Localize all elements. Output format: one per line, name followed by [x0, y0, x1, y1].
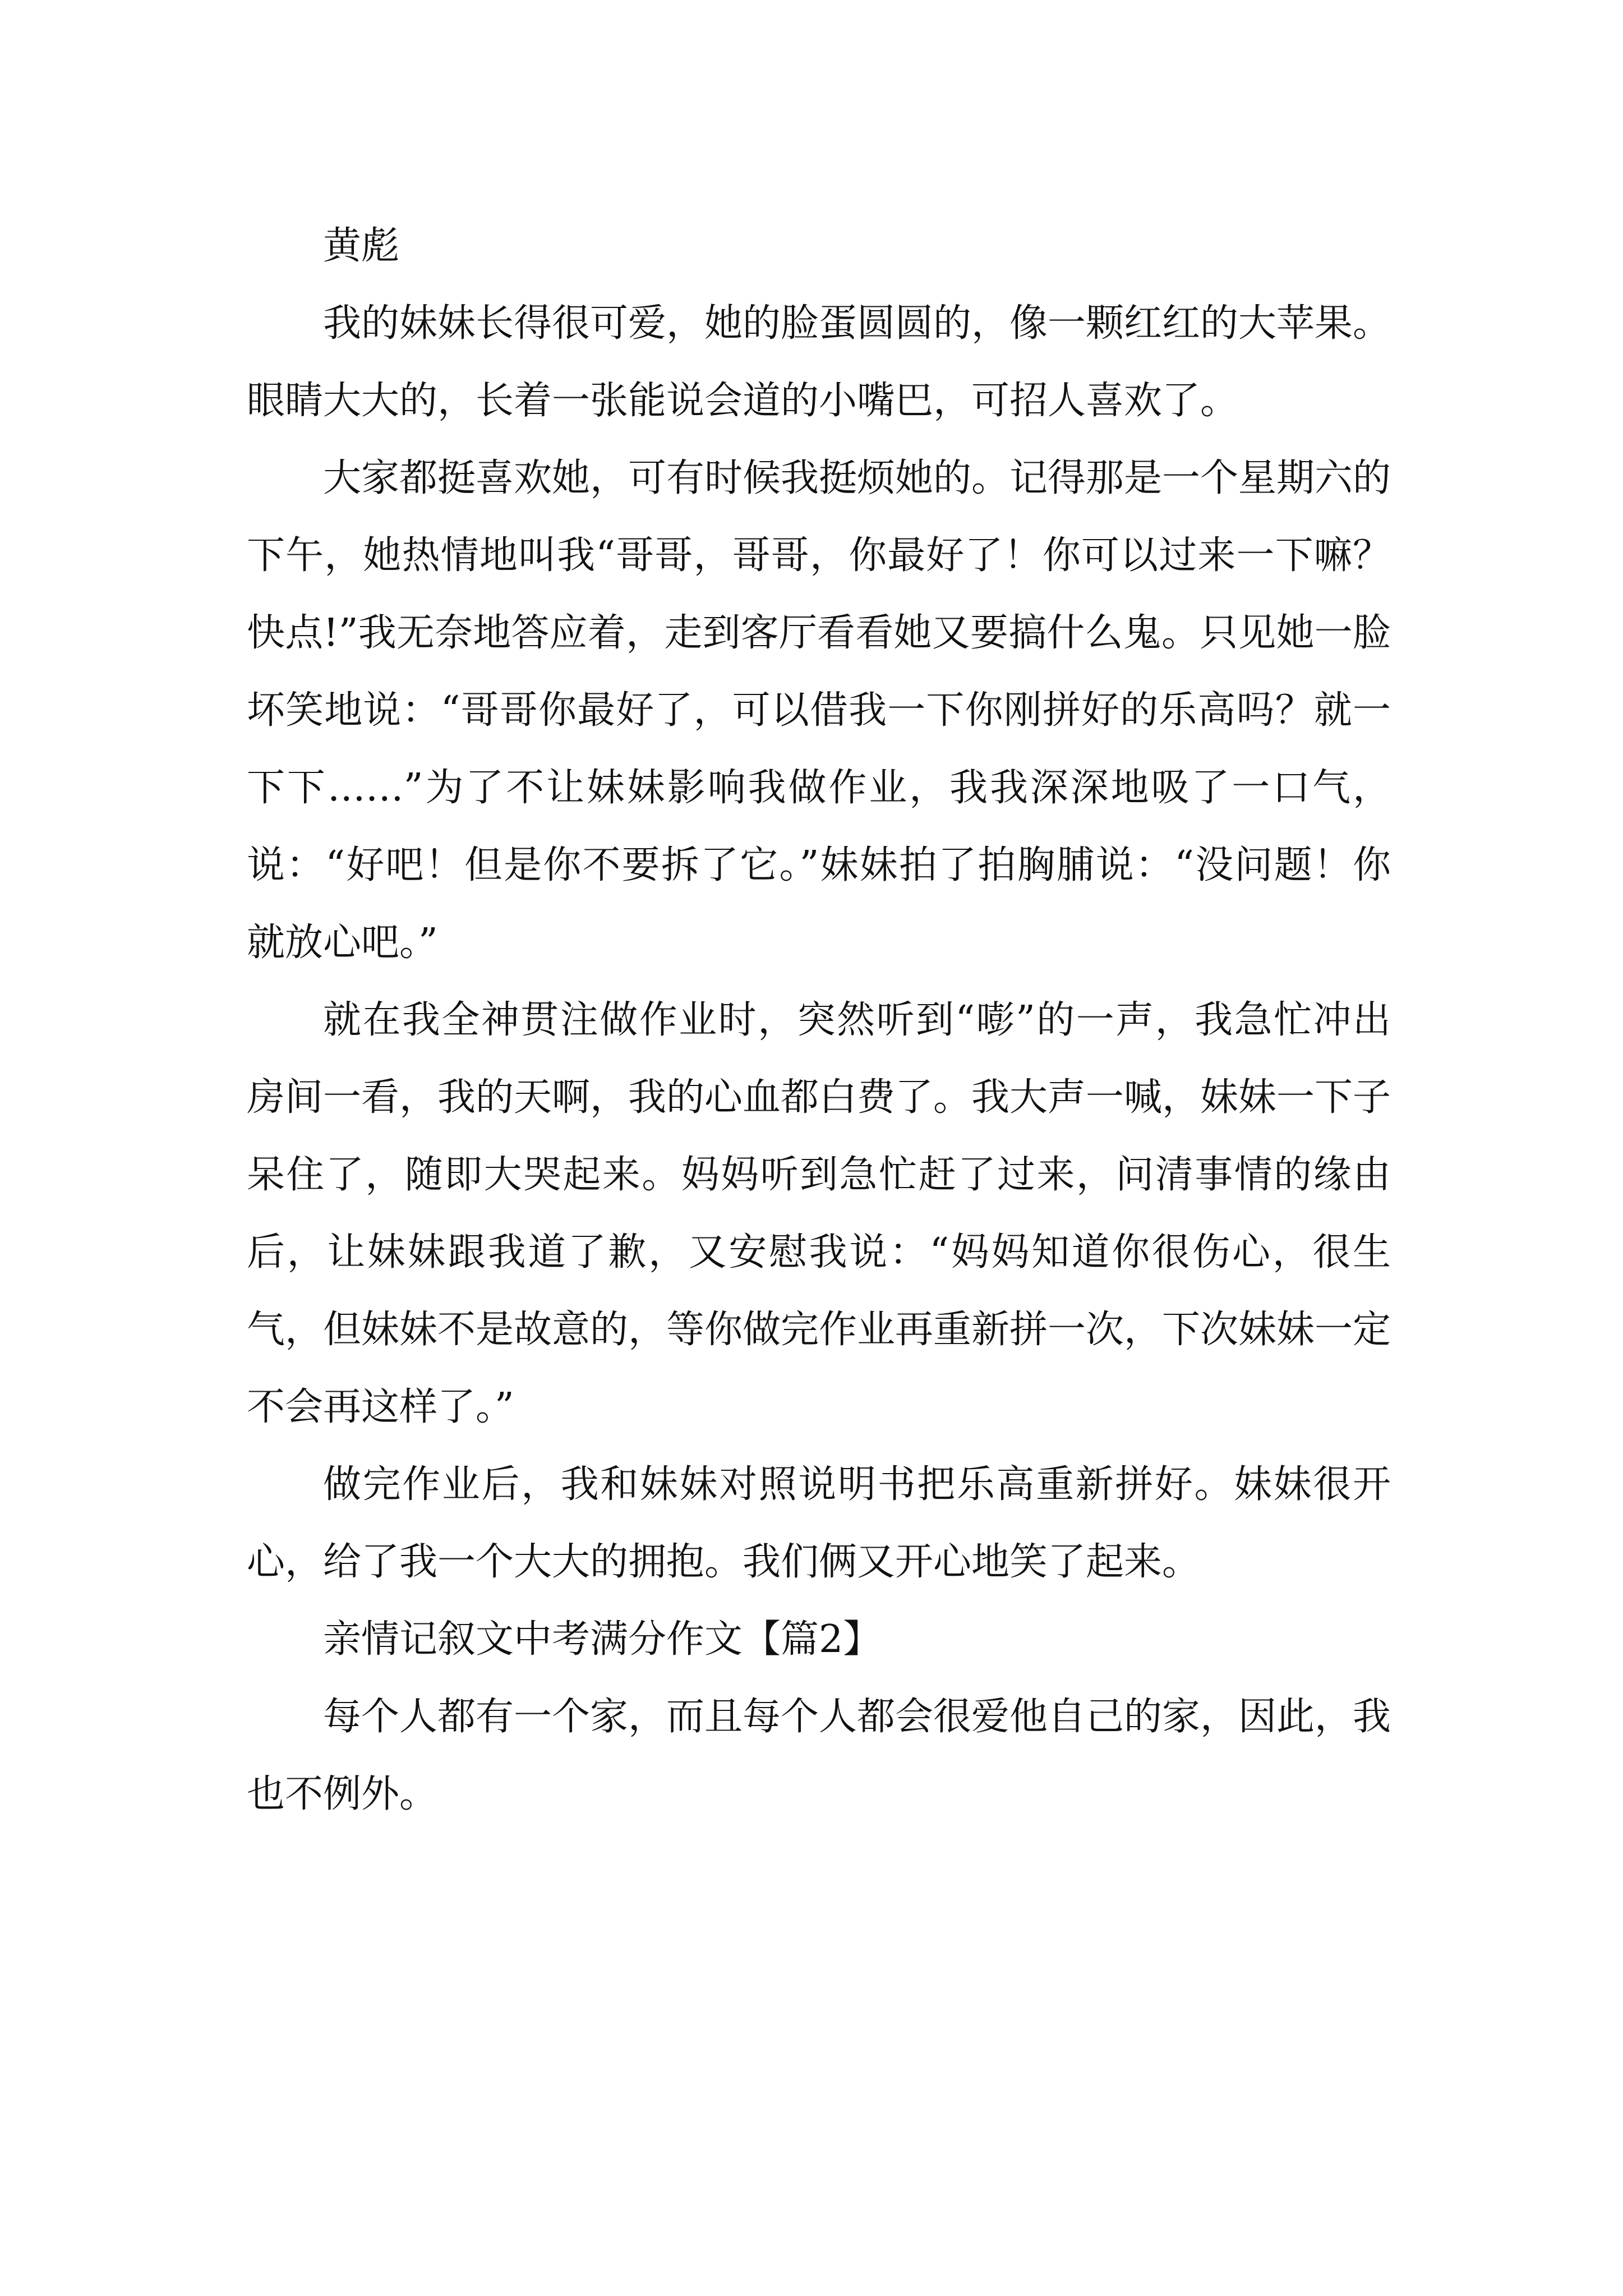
- document-body: [247, 208, 1391, 1833]
- paragraph-5: 每个人都有一个家，而且每个人都会很爱他自己的家，因此，我也不例外。: [247, 1695, 1391, 1816]
- author-name: 黄彪: [323, 224, 400, 268]
- paragraph-2: 大家都挺喜欢她，可有时候我挺烦她的。记得那是一个星期六的下午，她热情地叫我“哥哥，哥哥，你最好了！你可以过来一下嘛？快点!”我无奈地答应着，走到客厅看看她又要搞什么鬼。只见她一脸坏笑地说：“哥哥你最好了，可以借我一下你刚拼好的乐高吗？就一下下……”为了不让妹妹影响我做作业，我我深深地吸了一口气，说：“好吧！但是你不要拆了它。”妹妹拍了拍胸脯说：“没问题！你就放心吧。”: [247, 456, 1391, 965]
- paragraph-4: 做完作业后，我和妹妹对照说明书把乐高重新拼好。妹妹很开心，给了我一个大大的拥抱。我们俩又开心地笑了起来。: [247, 1462, 1391, 1584]
- section-heading: 亲情记叙文中考满分作文【篇2】: [323, 1617, 882, 1662]
- paragraph-1: 我的妹妹长得很可爱，她的脸蛋圆圆的，像一颗红红的大苹果。眼睛大大的，长着一张能说会道的小嘴巴，可招人喜欢了。: [247, 301, 1391, 423]
- paragraph-3: 就在我全神贯注做作业时，突然听到“嘭”的一声，我急忙冲出房间一看，我的天啊，我的心血都白费了。我大声一喊，妹妹一下子呆住了，随即大哭起来。妈妈听到急忙赶了过来，问清事情的缘由后，让妹妹跟我道了歉，又安慰我说：“妈妈知道你很伤心，很生气，但妹妹不是故意的，等你做完作业再重新拼一次，下次妹妹一定不会再这样了。”: [247, 998, 1391, 1429]
